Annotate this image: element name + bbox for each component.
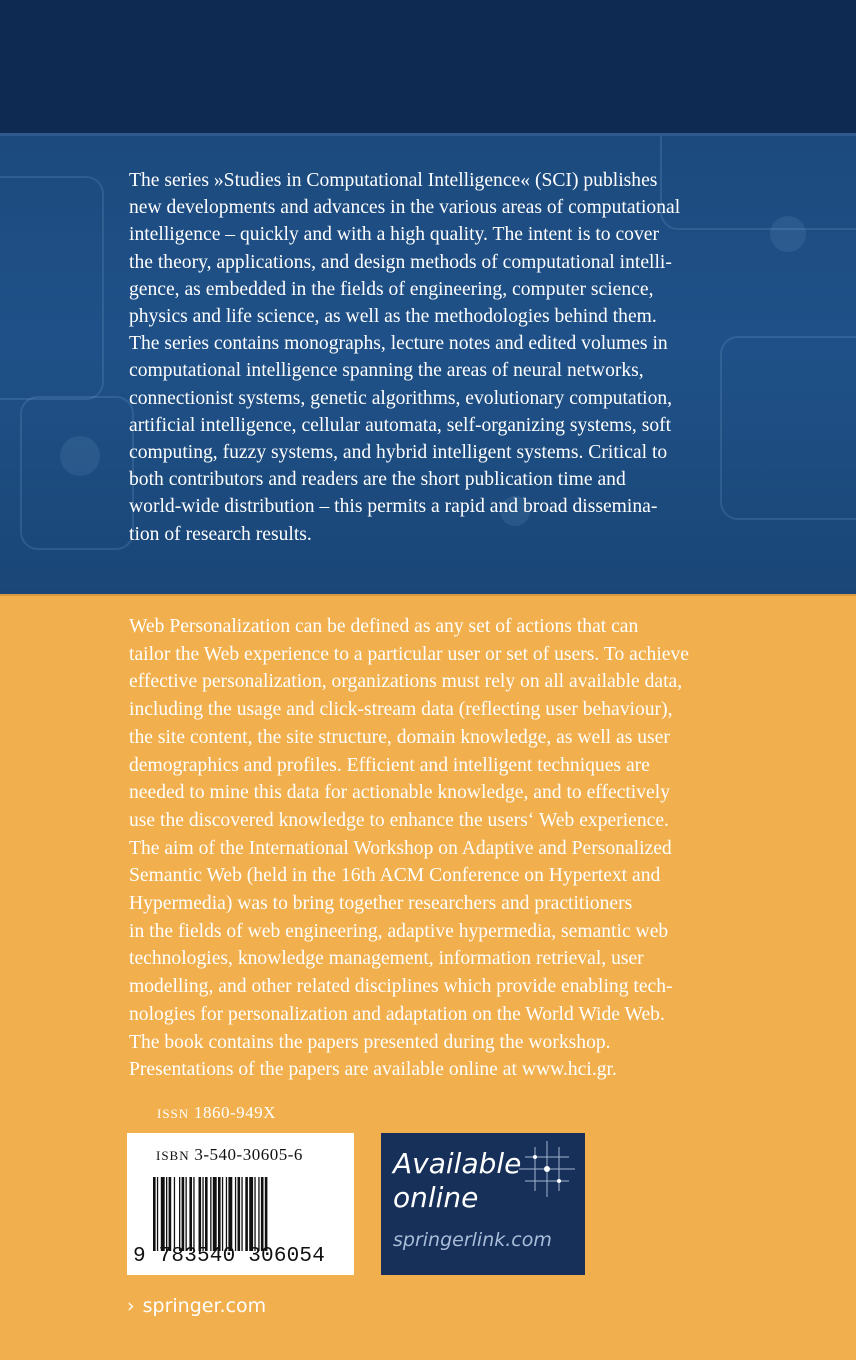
panel-divider: [0, 594, 856, 596]
issn-value: 1860-949X: [193, 1103, 276, 1122]
book-description: Web Personalization can be defined as any set of actions that can tailor the Web experience to a particular user or set of users. To achieve effective personalization, organizations must rely on all available data, including the usage and click-stream data (reflecting user behaviour), the site content, the site structure, domain knowledge, as well as user demographics and profiles. Efficient and intelligent techniques are needed to mine this data for actionable knowledge, and to effectively use the discovered knowledge to enhance the users‘ Web experience. The aim of the International Workshop on Adaptive and Personalized Semantic Web (held in the 16th ACM Conference on Hypertext and Hypermedia) was to bring together researchers and practitioners in the fields of web engineering, adaptive hypermedia, semantic web technologies, knowledge management, information retrieval, user modelling, and other related disciplines which provide enabling tech- nologies for personalization and adaptation on the World Wide Web. The book contains the papers presented during the workshop. Presentations of the papers are available online at www.hci.gr.: [129, 616, 689, 1081]
top-band: [0, 0, 856, 133]
background-dot: [770, 216, 806, 252]
isbn-line: [156, 1145, 303, 1165]
chevron-right-icon: ›: [127, 1295, 135, 1317]
barcode-box: [127, 1133, 354, 1275]
isbn-label: ISBN: [156, 1148, 190, 1163]
background-circuit-shape: [720, 336, 856, 520]
series-description: The series »Studies in Computational Intelligence« (SCI) publishes new developments and advances in the various areas of computational intelligence – quickly and with a high quality. The intent is to cover the theory, applications, and design methods of computational intelli- gence, as embedded in the fields of engineering, computer science, physics and life science, as well as the methodologies behind them. The series contains monographs, lecture notes and edited volumes in computational intelligence spanning the areas of neural networks, connectionist systems, genetic algorithms, evolutionary computation, artificial intelligence, cellular automata, self-organizing systems, soft computing, fuzzy systems, and hybrid intelligent systems. Critical to both contributors and readers are the short publication time and world-wide distribution – this permits a rapid and broad dissemina- tion of research results.: [129, 170, 681, 545]
background-circuit-shape: [0, 176, 104, 400]
springerlink-url[interactable]: springerlink.com: [393, 1229, 552, 1251]
springer-link[interactable]: [127, 1295, 266, 1317]
issn-line: [157, 1103, 276, 1123]
springer-url[interactable]: springer.com: [142, 1295, 267, 1317]
barcode-digits: 9 783540 306054: [133, 1245, 326, 1268]
available-online-title: Available online: [393, 1147, 522, 1214]
available-online-badge[interactable]: [381, 1133, 585, 1275]
issn-label: ISSN: [157, 1106, 190, 1121]
barcode-bars: [153, 1177, 333, 1251]
isbn-value: 3-540-30605-6: [194, 1145, 303, 1164]
background-dot: [60, 436, 100, 476]
